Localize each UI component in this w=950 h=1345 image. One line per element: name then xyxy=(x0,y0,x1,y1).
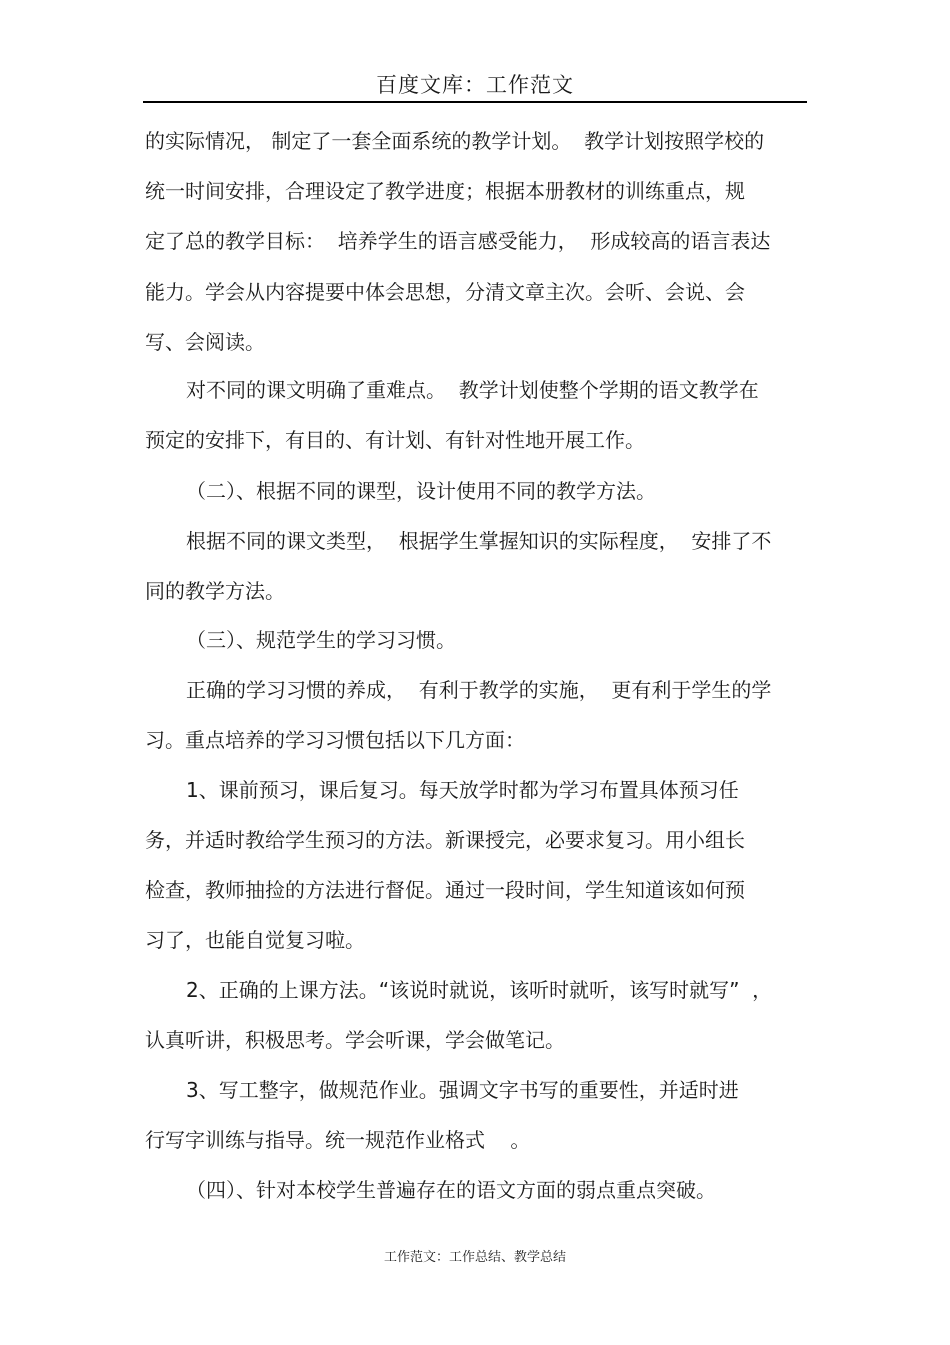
body-line: 认真听讲，积极思考。学会听课，学会做笔记。 xyxy=(145,1028,565,1052)
body-line: 同的教学方法。 xyxy=(145,579,285,603)
body-line: 的实际情况， 制定了一套全面系统的教学计划。 教学计划按照学校的 xyxy=(145,129,765,153)
list-item: 1、课前预习，课后复习。每天放学时都为学习布置具体预习任 xyxy=(186,778,739,802)
page-header-title: 百度文库：工作范文 xyxy=(376,73,574,97)
body-line: 行写字训练与指导。统一规范作业格式 。 xyxy=(145,1128,531,1152)
body-line: 定了总的教学目标： 培养学生的语言感受能力， 形成较高的语言表达 xyxy=(145,229,771,253)
section-heading: （四）、针对本校学生普遍存在的语文方面的弱点重点突破。 xyxy=(186,1178,716,1202)
page-footer: 工作范文：工作总结、教学总结 xyxy=(383,1250,566,1265)
list-item: 3、写工整字，做规范作业。强调文字书写的重要性，并适时进 xyxy=(186,1078,739,1102)
body-line: 写、会阅读。 xyxy=(145,330,265,354)
body-line: 根据不同的课文类型， 根据学生掌握知识的实际程度， 安排了不 xyxy=(186,529,772,553)
body-line: 习。重点培养的学习习惯包括以下几方面： xyxy=(145,728,525,752)
header-divider xyxy=(143,101,807,103)
body-line: 能力。学会从内容提要中体会思想，分清文章主次。会听、会说、会 xyxy=(145,280,745,304)
body-line: 习了，也能自觉复习啦。 xyxy=(145,928,365,952)
section-heading: （二）、根据不同的课型，设计使用不同的教学方法。 xyxy=(186,479,656,503)
body-line: 统一时间安排，合理设定了教学进度；根据本册教材的训练重点，规 xyxy=(145,179,745,203)
body-line: 对不同的课文明确了重难点。 教学计划使整个学期的语文教学在 xyxy=(186,378,759,402)
list-item: 2、正确的上课方法。“该说时就说，该听时就听，该写时就写” ， xyxy=(186,978,773,1002)
body-line: 检查，教师抽捡的方法进行督促。通过一段时间，学生知道该如何预 xyxy=(145,878,745,902)
body-line: 正确的学习习惯的养成， 有利于教学的实施， 更有利于学生的学 xyxy=(186,678,772,702)
section-heading: （三）、规范学生的学习习惯。 xyxy=(186,628,456,652)
body-line: 预定的安排下，有目的、有计划、有针对性地开展工作。 xyxy=(145,428,645,452)
body-line: 务，并适时教给学生预习的方法。新课授完，必要求复习。用小组长 xyxy=(145,828,745,852)
